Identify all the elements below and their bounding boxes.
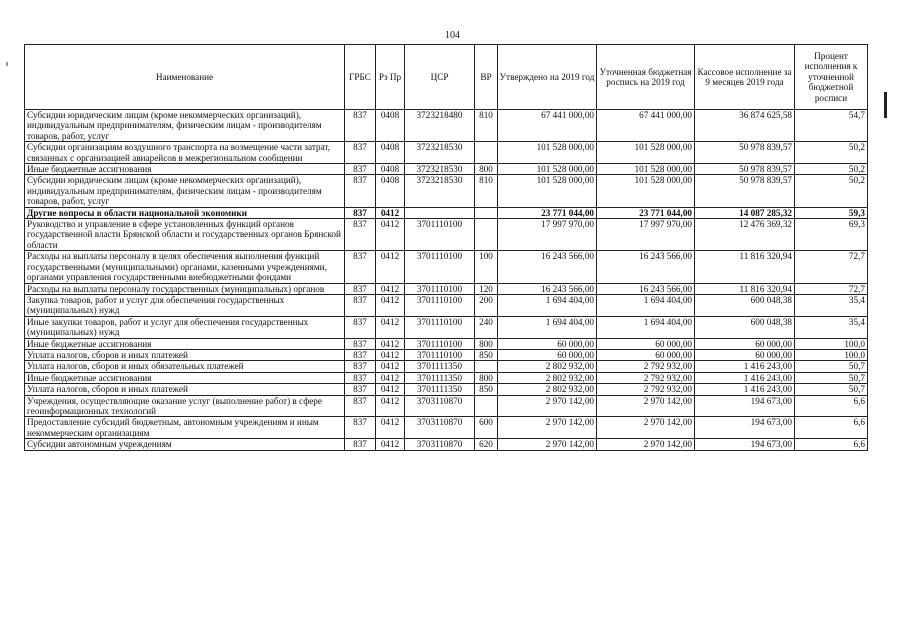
cell-approved: 2 970 142,00	[498, 395, 597, 417]
cell-cash: 50 978 839,57	[695, 142, 795, 164]
cell-csr: 3701111350	[405, 384, 475, 395]
page-number: 104	[445, 30, 460, 41]
cell-csr	[405, 207, 475, 218]
cell-approved: 2 802 932,00	[498, 372, 597, 383]
cell-cash: 11 816 320,94	[695, 283, 795, 294]
table-row	[25, 395, 868, 417]
cell-grbs: 837	[345, 338, 376, 349]
table-row	[25, 142, 868, 164]
cell-vr: 120	[475, 283, 498, 294]
cell-grbs: 837	[345, 316, 376, 338]
cell-vr: 800	[475, 338, 498, 349]
cell-cash: 60 000,00	[695, 338, 795, 349]
cell-vr	[475, 361, 498, 372]
cell-name: Расходы на выплаты персоналу государственных (муниципальных) органов	[25, 283, 345, 294]
cell-cash: 600 048,38	[695, 316, 795, 338]
cell-refined: 101 528 000,00	[597, 164, 695, 175]
cell-vr	[475, 207, 498, 218]
cell-percent: 100,0	[795, 338, 868, 349]
cell-rzpr: 0408	[376, 110, 405, 142]
cell-csr: 3701110100	[405, 338, 475, 349]
cell-cash: 600 048,38	[695, 294, 795, 316]
cell-rzpr: 0412	[376, 316, 405, 338]
table-row	[25, 251, 868, 283]
cell-refined: 17 997 970,00	[597, 219, 695, 251]
table-row	[25, 349, 868, 360]
col-header-percent: Процент исполнения к уточненной бюджетной росписи	[795, 45, 868, 110]
cell-approved: 101 528 000,00	[498, 164, 597, 175]
cell-approved: 2 970 142,00	[498, 417, 597, 439]
cell-vr: 620	[475, 439, 498, 450]
cell-grbs: 837	[345, 384, 376, 395]
cell-percent: 35,4	[795, 294, 868, 316]
col-header-cash: Кассовое исполнение за 9 месяцев 2019 года	[695, 45, 795, 110]
cell-name: Закупка товаров, работ и услуг для обеспечения государственных (муниципальных) нужд	[25, 294, 345, 316]
cell-name: Уплата налогов, сборов и иных платежей	[25, 384, 345, 395]
cell-csr: 3701110100	[405, 251, 475, 283]
cell-percent: 35,4	[795, 316, 868, 338]
cell-refined: 101 528 000,00	[597, 175, 695, 207]
cell-refined: 60 000,00	[597, 338, 695, 349]
cell-csr: 3703110870	[405, 439, 475, 450]
cell-name: Учреждения, осуществляющие оказание услуг (выполнение работ) в сфере геоинформационных технологий	[25, 395, 345, 417]
cell-grbs: 837	[345, 294, 376, 316]
cell-vr	[475, 219, 498, 251]
cell-csr: 3701110100	[405, 283, 475, 294]
cell-percent: 6,6	[795, 417, 868, 439]
cell-vr: 100	[475, 251, 498, 283]
cell-vr: 850	[475, 349, 498, 360]
cell-refined: 2 970 142,00	[597, 439, 695, 450]
cell-name: Расходы на выплаты персоналу в целях обеспечения выполнения функций государственными (муниципальными) органами, казенными учреждениями, органами управления государственными внебюджетными фондами	[25, 251, 345, 283]
cell-grbs: 837	[345, 361, 376, 372]
cell-refined: 101 528 000,00	[597, 142, 695, 164]
cell-name: Субсидии юридическим лицам (кроме некоммерческих организаций), индивидуальным предпринимателям, физическим лицам - производителям товаров, работ, услуг	[25, 110, 345, 142]
cell-percent: 50,2	[795, 164, 868, 175]
cell-refined: 2 792 932,00	[597, 372, 695, 383]
cell-name: Иные бюджетные ассигнования	[25, 338, 345, 349]
table-row	[25, 110, 868, 142]
cell-grbs: 837	[345, 283, 376, 294]
cell-grbs: 837	[345, 142, 376, 164]
table-row	[25, 338, 868, 349]
cell-refined: 16 243 566,00	[597, 251, 695, 283]
cell-rzpr: 0412	[376, 395, 405, 417]
cell-percent: 50,7	[795, 384, 868, 395]
cell-refined: 1 694 404,00	[597, 316, 695, 338]
cell-vr: 810	[475, 175, 498, 207]
cell-name: Иные бюджетные ассигнования	[25, 372, 345, 383]
cell-refined: 2 792 932,00	[597, 361, 695, 372]
cell-vr: 800	[475, 372, 498, 383]
cell-rzpr: 0412	[376, 417, 405, 439]
cell-rzpr: 0412	[376, 283, 405, 294]
cell-name: Субсидии автономным учреждениям	[25, 439, 345, 450]
cell-approved: 60 000,00	[498, 349, 597, 360]
cell-csr: 3701110100	[405, 294, 475, 316]
table-row	[25, 164, 868, 175]
cell-refined: 23 771 044,00	[597, 207, 695, 218]
cell-refined: 16 243 566,00	[597, 283, 695, 294]
cell-vr: 850	[475, 384, 498, 395]
cell-grbs: 837	[345, 110, 376, 142]
table-row	[25, 294, 868, 316]
table-row	[25, 316, 868, 338]
cell-name: Уплата налогов, сборов и иных обязательных платежей	[25, 361, 345, 372]
cell-csr: 3723218530	[405, 164, 475, 175]
cell-csr: 3701110100	[405, 316, 475, 338]
cell-vr	[475, 142, 498, 164]
cell-csr: 3723218530	[405, 175, 475, 207]
cell-rzpr: 0412	[376, 207, 405, 218]
table-row	[25, 361, 868, 372]
scan-edge-dash	[6, 62, 8, 66]
cell-rzpr: 0408	[376, 175, 405, 207]
cell-csr: 3703110870	[405, 417, 475, 439]
col-header-csr: ЦСР	[405, 45, 475, 110]
cell-approved: 2 970 142,00	[498, 439, 597, 450]
cell-rzpr: 0412	[376, 372, 405, 383]
cell-cash: 36 874 625,58	[695, 110, 795, 142]
cell-rzpr: 0412	[376, 349, 405, 360]
cell-name: Субсидии организациям воздушного транспорта на возмещение части затрат, связанных с организацией авиарейсов в межрегиональном сообщении	[25, 142, 345, 164]
cell-rzpr: 0412	[376, 294, 405, 316]
cell-refined: 2 792 932,00	[597, 384, 695, 395]
cell-cash: 1 416 243,00	[695, 361, 795, 372]
cell-grbs: 837	[345, 207, 376, 218]
cell-cash: 12 476 369,32	[695, 219, 795, 251]
cell-approved: 23 771 044,00	[498, 207, 597, 218]
cell-refined: 60 000,00	[597, 349, 695, 360]
cell-grbs: 837	[345, 395, 376, 417]
cell-grbs: 837	[345, 219, 376, 251]
cell-approved: 67 441 000,00	[498, 110, 597, 142]
col-header-refined: Уточненная бюджетная роспись на 2019 год	[597, 45, 695, 110]
cell-name: Другие вопросы в области национальной экономики	[25, 207, 345, 218]
col-header-approved: Утверждено на 2019 год	[498, 45, 597, 110]
cell-cash: 14 087 285,32	[695, 207, 795, 218]
cell-grbs: 837	[345, 349, 376, 360]
cell-vr: 800	[475, 164, 498, 175]
cell-rzpr: 0412	[376, 384, 405, 395]
cell-grbs: 837	[345, 372, 376, 383]
cell-csr: 3701111350	[405, 361, 475, 372]
cell-approved: 101 528 000,00	[498, 142, 597, 164]
cell-approved: 1 694 404,00	[498, 316, 597, 338]
table-row	[25, 283, 868, 294]
cell-grbs: 837	[345, 175, 376, 207]
cell-csr: 3701110100	[405, 219, 475, 251]
cell-csr: 3723218530	[405, 142, 475, 164]
cell-refined: 1 694 404,00	[597, 294, 695, 316]
cell-csr: 3703110870	[405, 395, 475, 417]
cell-rzpr: 0412	[376, 251, 405, 283]
cell-approved: 101 528 000,00	[498, 175, 597, 207]
cell-approved: 2 802 932,00	[498, 384, 597, 395]
cell-name: Иные закупки товаров, работ и услуг для обеспечения государственных (муниципальных) нужд	[25, 316, 345, 338]
cell-approved: 16 243 566,00	[498, 251, 597, 283]
cell-percent: 54,7	[795, 110, 868, 142]
cell-rzpr: 0412	[376, 439, 405, 450]
cell-refined: 2 970 142,00	[597, 395, 695, 417]
cell-vr: 240	[475, 316, 498, 338]
cell-cash: 50 978 839,57	[695, 175, 795, 207]
table-body	[25, 110, 868, 451]
cell-approved: 16 243 566,00	[498, 283, 597, 294]
cell-percent: 50,2	[795, 175, 868, 207]
col-header-name: Наименование	[25, 45, 345, 110]
cell-cash: 194 673,00	[695, 417, 795, 439]
table-row	[25, 417, 868, 439]
cell-vr: 200	[475, 294, 498, 316]
cell-percent: 6,6	[795, 439, 868, 450]
cell-percent: 50,2	[795, 142, 868, 164]
cell-refined: 2 970 142,00	[597, 417, 695, 439]
cell-rzpr: 0412	[376, 338, 405, 349]
cell-percent: 59,3	[795, 207, 868, 218]
cell-percent: 50,7	[795, 372, 868, 383]
cell-vr: 600	[475, 417, 498, 439]
cell-approved: 17 997 970,00	[498, 219, 597, 251]
col-header-vr: ВР	[475, 45, 498, 110]
table-row	[25, 207, 868, 218]
cell-cash: 11 816 320,94	[695, 251, 795, 283]
cell-cash: 60 000,00	[695, 349, 795, 360]
cell-percent: 100,0	[795, 349, 868, 360]
cell-vr	[475, 395, 498, 417]
cell-name: Руководство и управление в сфере установленных функций органов государственной власти Брянской области и государственных органов Брянской области	[25, 219, 345, 251]
cell-approved: 2 802 932,00	[498, 361, 597, 372]
cell-name: Предоставление субсидий бюджетным, автономным учреждениям и иным некоммерческим организациям	[25, 417, 345, 439]
table-row	[25, 372, 868, 383]
table-row	[25, 439, 868, 450]
cell-percent: 72,7	[795, 251, 868, 283]
table-row	[25, 175, 868, 207]
cell-cash: 194 673,00	[695, 439, 795, 450]
col-header-grbs: ГРБС	[345, 45, 376, 110]
cell-rzpr: 0408	[376, 164, 405, 175]
cell-grbs: 837	[345, 439, 376, 450]
cell-approved: 1 694 404,00	[498, 294, 597, 316]
cell-percent: 72,7	[795, 283, 868, 294]
cell-rzpr: 0412	[376, 361, 405, 372]
cell-name: Иные бюджетные ассигнования	[25, 164, 345, 175]
scan-edge-mark	[884, 92, 887, 118]
cell-grbs: 837	[345, 164, 376, 175]
cell-name: Уплата налогов, сборов и иных платежей	[25, 349, 345, 360]
cell-cash: 50 978 839,57	[695, 164, 795, 175]
cell-refined: 67 441 000,00	[597, 110, 695, 142]
cell-cash: 1 416 243,00	[695, 372, 795, 383]
cell-name: Субсидии юридическим лицам (кроме некоммерческих организаций), индивидуальным предпринимателям, физическим лицам - производителям товаров, работ, услуг	[25, 175, 345, 207]
cell-grbs: 837	[345, 251, 376, 283]
header-row	[25, 45, 868, 110]
cell-rzpr: 0408	[376, 142, 405, 164]
budget-table	[24, 44, 868, 451]
cell-cash: 1 416 243,00	[695, 384, 795, 395]
cell-vr: 810	[475, 110, 498, 142]
col-header-rzpr: Рз Пр	[376, 45, 405, 110]
cell-percent: 50,7	[795, 361, 868, 372]
cell-grbs: 837	[345, 417, 376, 439]
table-row	[25, 219, 868, 251]
cell-csr: 3701110100	[405, 349, 475, 360]
cell-approved: 60 000,00	[498, 338, 597, 349]
table-row	[25, 384, 868, 395]
cell-rzpr: 0412	[376, 219, 405, 251]
cell-cash: 194 673,00	[695, 395, 795, 417]
cell-csr: 3723218480	[405, 110, 475, 142]
cell-percent: 69,3	[795, 219, 868, 251]
cell-percent: 6,6	[795, 395, 868, 417]
cell-csr: 3701111350	[405, 372, 475, 383]
